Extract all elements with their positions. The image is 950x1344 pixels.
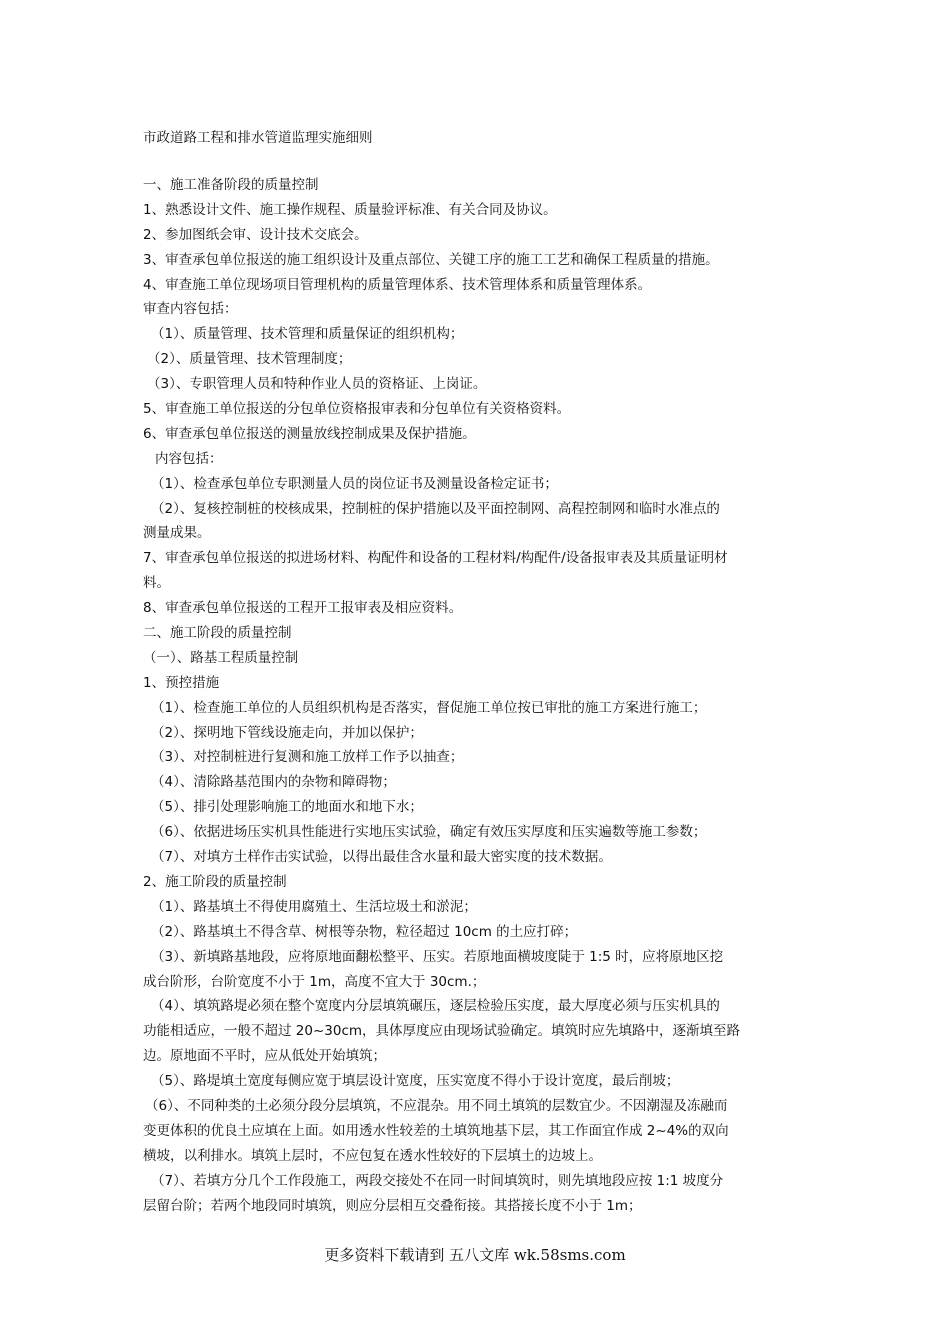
paragraph-line: 测量成果。 — [143, 525, 211, 542]
document-title: 市政道路工程和排水管道监理实施细则 — [143, 130, 373, 146]
paragraph-line: 审查内容包括： — [143, 301, 238, 318]
paragraph-line: 8、审查承包单位报送的工程开工报审表及相应资料。 — [143, 600, 463, 617]
list-item: （7）、对填方土样作击实试验，以得出最佳含水量和最大密实度的技术数据。 — [151, 849, 612, 866]
paragraph-line: 2、施工阶段的质量控制 — [143, 873, 287, 890]
list-item: （3）、新填路基地段，应将原地面翻松整平、压实。若原地面横坡度陡于 1:5 时，应将原地区挖 — [151, 948, 724, 965]
paragraph-line: 内容包括： — [155, 450, 223, 467]
paragraph-line: 3、审查承包单位报送的施工组织设计及重点部位、关键工序的施工工艺和确保工程质量的措施。 — [143, 251, 719, 268]
paragraph-line: 横坡，以利排水。填筑上层时，不应包复在透水性较好的下层填土的边坡上。 — [143, 1147, 602, 1164]
list-item: （2）、质量管理、技术管理制度； — [147, 351, 352, 368]
list-item: （6）、不同种类的土必须分段分层填筑，不应混杂。用不同土填筑的层数宜少。不因潮湿及冻融而 — [145, 1097, 728, 1114]
section-heading: 二、施工阶段的质量控制 — [143, 625, 292, 642]
list-item: （5）、路堤填土宽度每侧应宽于填层设计宽度，压实宽度不得小于设计宽度，最后削坡； — [151, 1073, 680, 1090]
paragraph-line: 成台阶形，台阶宽度不小于 1m，高度不宜大于 30cm.； — [143, 973, 486, 990]
list-item: （1）、质量管理、技术管理和质量保证的组织机构； — [151, 326, 464, 343]
paragraph-line: 功能相适应，一般不超过 20~30cm，具体厚度应由现场试验确定。填筑时应先填路中，逐渐填至路 — [143, 1023, 741, 1040]
paragraph-line: 4、审查施工单位现场项目管理机构的质量管理体系、技术管理体系和质量管理体系。 — [143, 276, 652, 293]
list-item: （4）、清除路基范围内的杂物和障碍物； — [151, 774, 396, 791]
paragraph-line: 2、参加图纸会审、设计技术交底会。 — [143, 226, 368, 243]
footer-download-link[interactable]: 更多资料下载请到 五八文库 wk.58sms.com — [324, 1246, 626, 1264]
list-item: （7）、若填方分几个工作段施工，两段交接处不在同一时间填筑时，则先填地段应按 1:1 坡度分 — [151, 1172, 724, 1189]
paragraph-line: 5、审查施工单位报送的分包单位资格报审表和分包单位有关资格资料。 — [143, 401, 571, 418]
list-item: （2）、复核控制桩的校核成果，控制桩的保护措施以及平面控制网、高程控制网和临时水准点的 — [151, 500, 720, 517]
paragraph-line: 6、审查承包单位报送的测量放线控制成果及保护措施。 — [143, 425, 476, 442]
paragraph-line: 变更体积的优良土应填在上面。如用透水性较差的土填筑地基下层，其工作面宜作成 2~4%的双向 — [143, 1122, 729, 1139]
list-item: （2）、路基填土不得含草、树根等杂物，粒径超过 10cm 的土应打碎； — [151, 923, 578, 940]
subsection-heading: （一）、路基工程质量控制 — [143, 649, 299, 666]
section-heading: 一、施工准备阶段的质量控制 — [143, 177, 319, 193]
paragraph-line: 7、审查承包单位报送的拟进场材料、构配件和设备的工程材料/构配件/设备报审表及其质量证明材 — [143, 550, 728, 567]
paragraph-line: 料。 — [143, 575, 170, 592]
list-item: （1）、检查施工单位的人员组织机构是否落实，督促施工单位按已审批的施工方案进行施工； — [151, 699, 707, 716]
list-item: （4）、填筑路堤必须在整个宽度内分层填筑碾压，逐层检验压实度，最大厚度必须与压实机具的 — [151, 998, 720, 1015]
paragraph-line: 边。原地面不平时，应从低处开始填筑； — [143, 1048, 386, 1065]
paragraph-line: 1、预控措施 — [143, 674, 220, 691]
list-item: （1）、路基填土不得使用腐殖土、生活垃圾土和淤泥； — [151, 898, 477, 915]
paragraph-line: 1、熟悉设计文件、施工操作规程、质量验评标准、有关合同及协议。 — [143, 201, 557, 218]
list-item: （3）、专职管理人员和特种作业人员的资格证、上岗证。 — [147, 376, 487, 393]
list-item: （1）、检查承包单位专职测量人员的岗位证书及测量设备检定证书； — [151, 475, 558, 492]
list-item: （6）、依据进场压实机具性能进行实地压实试验，确定有效压实厚度和压实遍数等施工参数； — [151, 824, 707, 841]
paragraph-line: 层留台阶；若两个地段同时填筑，则应分层相互交叠衔接。其搭接长度不小于 1m； — [143, 1197, 642, 1214]
list-item: （2）、探明地下管线设施走向，并加以保护； — [151, 724, 423, 741]
document-body — [143, 173, 808, 1218]
list-item: （3）、对控制桩进行复测和施工放样工作予以抽查； — [151, 749, 464, 766]
list-item: （5）、排引处理影响施工的地面水和地下水； — [151, 799, 423, 816]
